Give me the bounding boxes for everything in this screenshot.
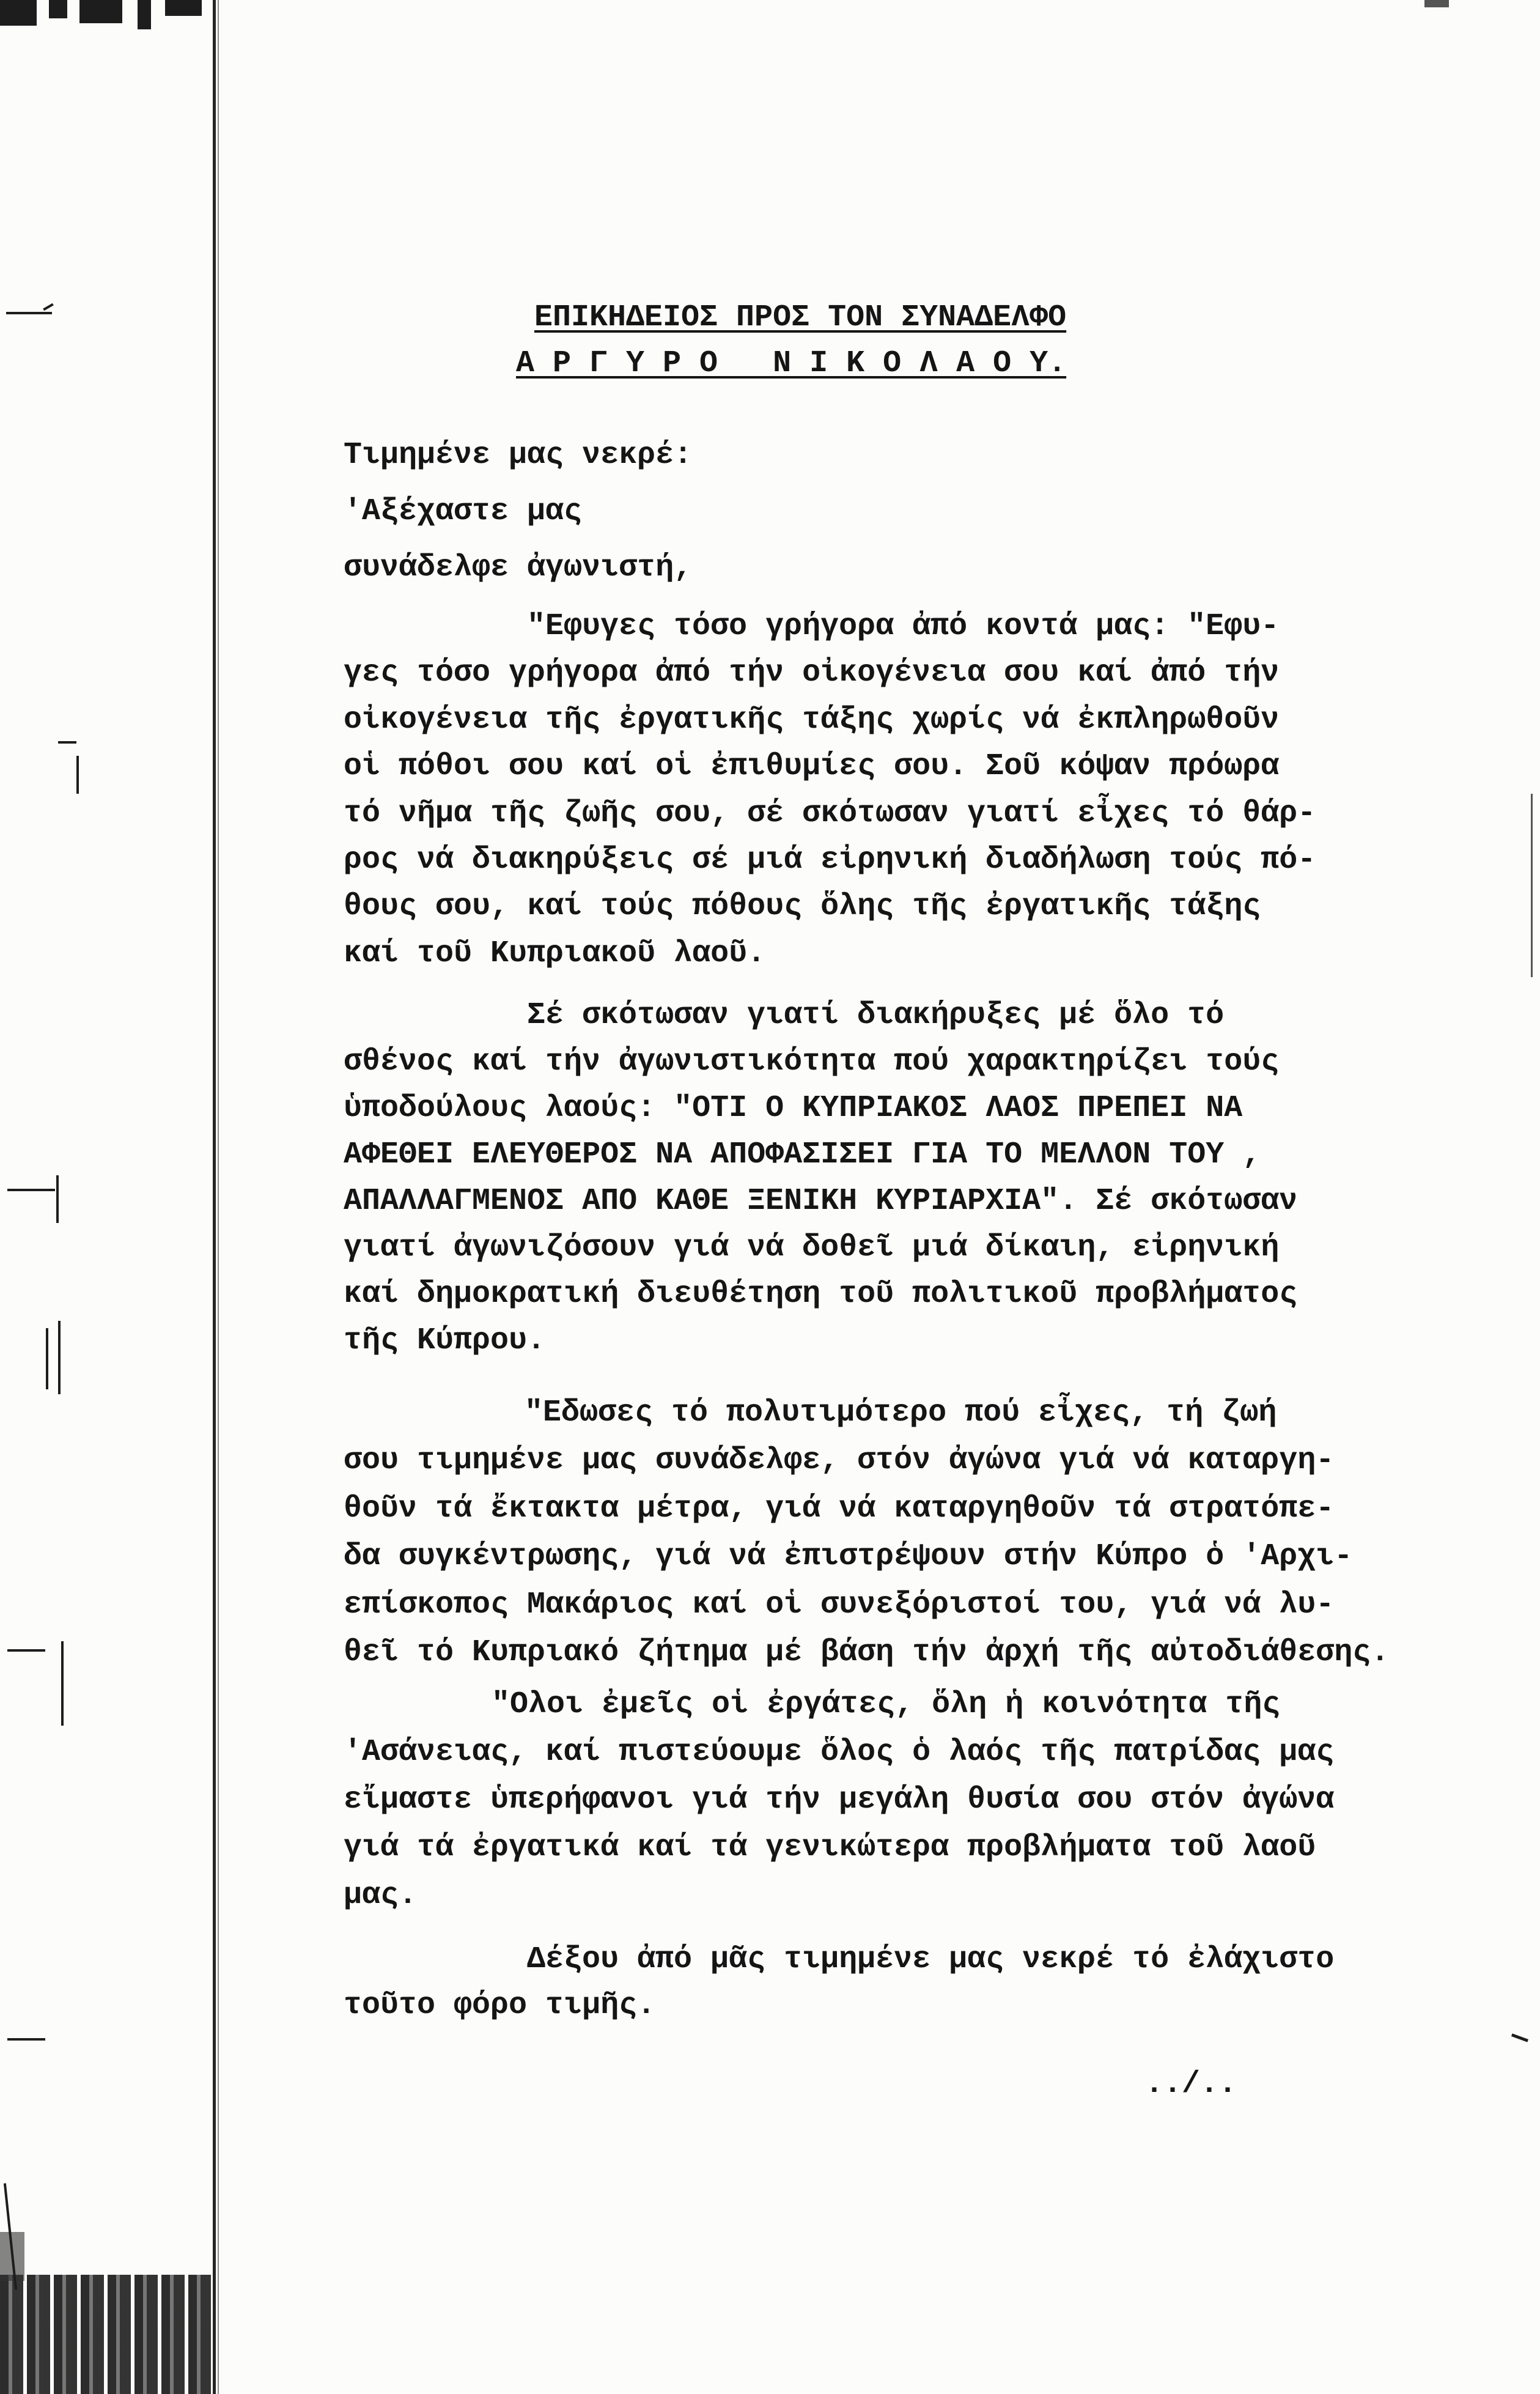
- salutation-line: συνάδελφε ἀγωνιστή,: [344, 550, 693, 585]
- paragraph-line: τό νῆμα τῆς ζωῆς σου, σέ σκότωσαν γιατί εἶχες τό θάρ-: [344, 796, 1316, 831]
- paragraph-line: γιά τά ἐργατικά καί τά γενικώτερα προβλήματα τοῦ λαοῦ: [344, 1830, 1316, 1865]
- margin-mark: [61, 1641, 64, 1726]
- margin-mark: [46, 1328, 48, 1389]
- paragraph-line: σθένος καί τήν ἀγωνιστικότητα πού χαρακτηρίζει τούς: [344, 1044, 1280, 1079]
- paragraph-line: Σέ σκότωσαν γιατί διακήρυξες μέ ὅλο τό: [527, 998, 1225, 1033]
- scan-smudge: [49, 0, 67, 18]
- paragraph-line: ρος νά διακηρύξεις σέ μιά εἰρηνική διαδήλωση τούς πό-: [344, 843, 1316, 877]
- paragraph-line: επίσκοπος Μακάριος καί οἱ συνεξόριστοί του, γιά νά λυ-: [344, 1587, 1335, 1622]
- scan-smudge: [138, 0, 151, 29]
- margin-mark: [7, 2038, 45, 2041]
- paragraph-line: ΑΠΑΛΛΑΓΜΕΝΟΣ ΑΠΟ ΚΑΘΕ ΞΕΝΙΚΗ ΚΥΡΙΑΡΧΙΑ". Σέ σκότωσαν: [344, 1184, 1298, 1219]
- salutation-line: Τιμημένε μας νεκρέ:: [344, 438, 693, 473]
- document-title: ΕΠΙΚΗΔΕΙΟΣ ΠΡΟΣ ΤΟΝ ΣΥΝΑΔΕΛΦΟ: [534, 300, 1067, 335]
- paragraph-line: οἱ πόθοι σου καί οἱ ἐπιθυμίες σου. Σοῦ κόψαν πρόωρα: [344, 749, 1280, 784]
- paragraph-line: εἴμαστε ὑπερήφανοι γιά τήν μεγάλη θυσία σου στόν ἀγώνα: [344, 1783, 1335, 1817]
- paragraph-line: οἰκογένεια τῆς ἐργατικῆς τάξης χωρίς νά ἐκπληρωθοῦν: [344, 703, 1280, 737]
- scan-smudge-bottom: [0, 2275, 211, 2394]
- margin-mark: [7, 1649, 45, 1652]
- paragraph-line: τῆς Κύπρου.: [344, 1323, 546, 1358]
- paragraph-line: καί τοῦ Κυπριακοῦ λαοῦ.: [344, 936, 766, 971]
- margin-mark: [58, 1321, 61, 1394]
- scan-smudge: [0, 0, 37, 26]
- margin-mark: [43, 303, 54, 311]
- margin-mark: [76, 756, 79, 794]
- continuation-mark: ../..: [1145, 2067, 1237, 2102]
- document-subtitle-name: Α Ρ Γ Υ Ρ Ο Ν Ι Κ Ο Λ Α Ο Υ.: [516, 346, 1067, 381]
- margin-mark: [7, 1189, 55, 1191]
- scan-smudge: [79, 0, 122, 23]
- paragraph-line: γιατί ἀγωνιζόσουν γιά νά δοθεῖ μιά δίκαιη, εἰρηνική: [344, 1230, 1280, 1265]
- scan-edge-line-shadow: [218, 0, 219, 2394]
- paragraph-line: σου τιμημένε μας συνάδελφε, στόν ἀγώνα γιά νά καταργη-: [344, 1443, 1335, 1478]
- salutation-line: 'Αξέχαστε μας: [344, 494, 583, 529]
- paragraph-line: Δέξου ἀπό μᾶς τιμημένε μας νεκρέ τό ἐλάχιστο: [527, 1942, 1335, 1977]
- paragraph-line: ὑποδούλους λαούς: "ΟΤΙ Ο ΚΥΠΡΙΑΚΟΣ ΛΑΟΣ ΠΡΕΠΕΙ ΝΑ: [344, 1091, 1243, 1126]
- paragraph-line: "Εφυγες τόσο γρήγορα ἀπό κοντά μας: "Εφυ-: [527, 609, 1280, 644]
- paragraph-line: μας.: [344, 1878, 418, 1913]
- paragraph-line: καί δημοκρατική διευθέτηση τοῦ πολιτικοῦ προβλήματος: [344, 1277, 1298, 1312]
- paragraph-line: θοῦν τά ἔκτακτα μέτρα, γιά νά καταργηθοῦν τά στρατόπε-: [344, 1491, 1335, 1526]
- paragraph-line: θεῖ τό Κυπριακό ζήτημα μέ βάση τήν ἀρχή τῆς αὐτοδιάθεσης.: [344, 1635, 1390, 1670]
- paragraph-line: τοῦτο φόρο τιμῆς.: [344, 1988, 656, 2023]
- margin-mark: [6, 312, 52, 314]
- scan-edge-line-right: [1531, 794, 1533, 977]
- margin-mark: [58, 741, 76, 744]
- scan-smudge: [1424, 0, 1449, 7]
- scan-edge-line: [213, 0, 216, 2394]
- paragraph-line: "Ολοι ἐμεῖς οἱ ἐργάτες, ὅλη ἡ κοινότητα τῆς: [492, 1687, 1281, 1722]
- paragraph-line: 'Ασάνειας, καί πιστεύουμε ὅλος ὁ λαός τῆς πατρίδας μας: [344, 1735, 1335, 1770]
- margin-mark: [56, 1175, 59, 1223]
- paragraph-line: ΑΦΕΘΕΙ ΕΛΕΥΘΕΡΟΣ ΝΑ ΑΠΟΦΑΣΙΣΕΙ ΓΙΑ ΤΟ ΜΕΛΛΟΝ ΤΟΥ ,: [344, 1137, 1261, 1172]
- paragraph-line: δα συγκέντρωσης, γιά νά ἐπιστρέψουν στήν Κύπρο ὁ 'Αρχι-: [344, 1539, 1353, 1574]
- paragraph-line: "Εδωσες τό πολυτιμότερο πού εἶχες, τή ζωή: [525, 1395, 1277, 1430]
- paragraph-line: γες τόσο γρήγορα ἀπό τήν οἰκογένεια σου καί ἀπό τήν: [344, 656, 1280, 690]
- margin-mark: [1511, 2033, 1528, 2042]
- scan-smudge: [165, 0, 202, 16]
- paragraph-line: θους σου, καί τούς πόθους ὅλης τῆς ἐργατικῆς τάξης: [344, 889, 1261, 924]
